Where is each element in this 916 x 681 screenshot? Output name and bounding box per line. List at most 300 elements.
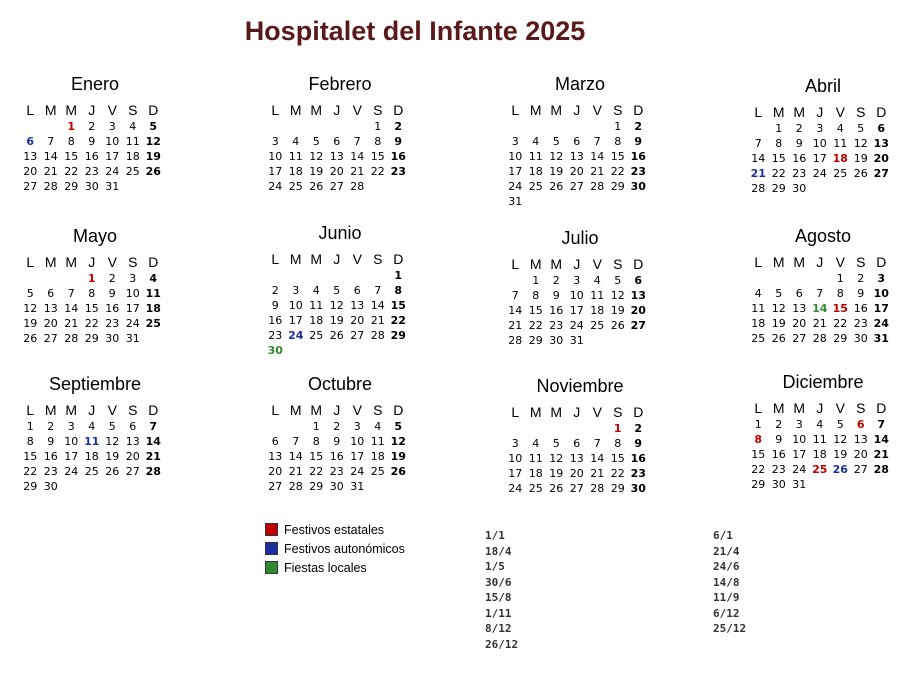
holiday-date: 6/12 — [713, 606, 740, 620]
day-cell: 23 — [43, 465, 58, 478]
day-cell: 29 — [309, 480, 324, 493]
day-cell: 3 — [877, 272, 886, 285]
weekday-header: J — [88, 402, 96, 418]
month-junio — [265, 221, 415, 358]
day-cell: 19 — [145, 150, 161, 163]
day-cell: 13 — [268, 450, 283, 463]
day-cell: 9 — [271, 299, 279, 312]
day-cell: 23 — [792, 167, 807, 180]
day-cell: 19 — [390, 450, 406, 463]
day-cell: 11 — [370, 435, 385, 448]
day-cell: 2 — [634, 422, 643, 435]
day-cell: 5 — [108, 420, 116, 433]
day-cell: 6 — [573, 437, 581, 450]
day-cell: 25 — [528, 482, 543, 495]
day-cell: 27 — [630, 319, 646, 332]
day-cell: 19 — [23, 317, 38, 330]
day-cell: 13 — [23, 150, 38, 163]
day-cell: 10 — [873, 287, 889, 300]
weekday-header: S — [613, 102, 623, 118]
weekday-header: M — [772, 400, 785, 416]
day-cell: 22 — [390, 314, 406, 327]
day-cell: 19 — [309, 165, 324, 178]
holiday-date: 6/1 — [713, 529, 733, 542]
day-cell: 7 — [67, 287, 75, 300]
day-cell: 7 — [47, 135, 55, 148]
day-cell: 21 — [64, 317, 79, 330]
day-cell: 6 — [856, 418, 865, 431]
weekday-header: S — [373, 402, 383, 418]
weekday-header: M — [550, 404, 563, 420]
weekday-header: M — [44, 402, 57, 418]
day-cell: 10 — [812, 137, 827, 150]
weekday-header: J — [573, 102, 581, 118]
weekday-header: V — [592, 404, 602, 420]
weekday-header: M — [44, 254, 57, 270]
holiday-date: 11/9 — [713, 591, 740, 604]
day-cell: 5 — [26, 287, 34, 300]
weekday-header: S — [373, 102, 383, 118]
weekday-header: L — [511, 256, 520, 272]
weekday-header: L — [271, 402, 280, 418]
weekday-header: V — [107, 254, 117, 270]
day-cell: 8 — [775, 137, 783, 150]
weekday-header: V — [592, 256, 602, 272]
day-cell: 30 — [43, 480, 58, 493]
day-cell: 14 — [145, 435, 161, 448]
day-cell: 22 — [771, 167, 786, 180]
day-cell: 27 — [853, 463, 868, 476]
holiday-date: 18/4 — [485, 544, 512, 558]
day-cell: 25 — [751, 332, 766, 345]
day-cell: 27 — [792, 332, 807, 345]
day-cell: 6 — [129, 420, 137, 433]
day-cell: 7 — [816, 287, 824, 300]
day-cell: 26 — [610, 319, 625, 332]
day-cell: 15 — [610, 150, 625, 163]
day-cell: 2 — [394, 120, 403, 133]
holiday-date: 24/6 — [713, 560, 740, 573]
day-cell: 10 — [105, 135, 120, 148]
day-cell: 10 — [268, 150, 283, 163]
day-cell: 4 — [374, 420, 382, 433]
day-cell: 26 — [105, 465, 120, 478]
month-diciembre — [748, 370, 898, 492]
day-cell: 31 — [105, 180, 120, 193]
weekday-header: D — [148, 254, 159, 270]
page-title: Hospitalet del Infante 2025 — [244, 16, 586, 46]
day-cell: 31 — [873, 332, 889, 345]
day-cell: 14 — [751, 152, 766, 165]
day-cell: 23 — [84, 165, 99, 178]
day-cell: 13 — [853, 433, 868, 446]
day-cell: 5 — [857, 122, 865, 135]
day-cell: 4 — [129, 120, 137, 133]
day-cell: 31 — [569, 334, 584, 347]
weekday-header: S — [613, 256, 623, 272]
day-cell: 7 — [593, 135, 601, 148]
day-cell: 4 — [292, 135, 300, 148]
day-cell: 16 — [268, 314, 283, 327]
legend — [265, 520, 405, 577]
day-cell: 31 — [350, 480, 365, 493]
day-cell: 24 — [350, 465, 365, 478]
day-cell: 8 — [754, 433, 763, 446]
day-cell: 29 — [84, 332, 99, 345]
weekday-header: M — [793, 104, 806, 120]
day-cell: 7 — [593, 437, 601, 450]
day-cell: 25 — [833, 167, 848, 180]
day-cell: 2 — [333, 420, 341, 433]
day-cell: 10 — [569, 289, 584, 302]
day-cell: 8 — [532, 289, 540, 302]
weekday-header: D — [148, 402, 159, 418]
holiday-date: 1/5 — [485, 560, 505, 573]
day-cell: 5 — [333, 284, 341, 297]
day-cell: 7 — [374, 284, 382, 297]
day-cell: 27 — [43, 332, 58, 345]
day-cell: 3 — [108, 120, 116, 133]
weekday-header: J — [333, 402, 341, 418]
weekday-header: L — [26, 102, 35, 118]
weekday-header: M — [289, 251, 302, 267]
day-cell: 4 — [88, 420, 96, 433]
weekday-header: D — [633, 256, 644, 272]
day-cell: 14 — [370, 299, 385, 312]
day-cell: 11 — [833, 137, 848, 150]
day-cell: 10 — [792, 433, 807, 446]
weekday-header: M — [550, 256, 563, 272]
day-cell: 25 — [309, 329, 324, 342]
day-cell: 27 — [268, 480, 283, 493]
day-cell: 21 — [590, 467, 605, 480]
day-cell: 18 — [590, 304, 605, 317]
day-cell: 4 — [816, 418, 824, 431]
day-cell: 23 — [853, 317, 868, 330]
day-cell: 22 — [833, 317, 848, 330]
legend-label-local: Fiestas locales — [284, 560, 367, 575]
day-cell: 27 — [23, 180, 38, 193]
month-table — [20, 402, 164, 494]
weekday-header: S — [128, 402, 138, 418]
day-cell: 22 — [528, 319, 543, 332]
weekday-header: L — [26, 402, 35, 418]
day-cell: 3 — [511, 135, 519, 148]
weekday-header: M — [289, 102, 302, 118]
day-cell: 13 — [329, 150, 344, 163]
day-cell: 19 — [771, 317, 786, 330]
month-name: Septiembre — [48, 374, 142, 394]
day-cell: 15 — [64, 150, 79, 163]
day-cell: 12 — [853, 137, 868, 150]
day-cell: 7 — [353, 135, 361, 148]
weekday-header: M — [44, 102, 57, 118]
day-cell: 8 — [394, 284, 403, 297]
green-swatch-icon — [265, 561, 278, 574]
month-octubre — [265, 372, 415, 494]
day-cell: 25 — [590, 319, 605, 332]
day-cell: 28 — [350, 180, 365, 193]
weekday-header: J — [333, 251, 341, 267]
month-marzo — [505, 72, 655, 209]
day-cell: 15 — [528, 304, 543, 317]
weekday-header: L — [754, 400, 763, 416]
month-name: Agosto — [794, 226, 852, 246]
weekday-header: M — [310, 402, 323, 418]
day-cell: 12 — [23, 302, 38, 315]
day-cell: 6 — [634, 274, 643, 287]
day-cell: 1 — [26, 420, 34, 433]
weekday-header: V — [352, 402, 362, 418]
weekday-header: S — [128, 254, 138, 270]
day-cell: 15 — [390, 299, 406, 312]
day-cell: 3 — [816, 122, 824, 135]
day-cell: 26 — [549, 482, 564, 495]
day-cell: 9 — [775, 433, 783, 446]
day-cell: 15 — [832, 302, 848, 315]
day-cell: 14 — [64, 302, 79, 315]
day-cell: 25 — [125, 165, 140, 178]
day-cell: 28 — [64, 332, 79, 345]
day-cell: 7 — [149, 420, 158, 433]
day-cell: 12 — [105, 435, 120, 448]
day-cell: 17 — [812, 152, 827, 165]
day-cell: 25 — [812, 463, 828, 476]
day-cell: 11 — [528, 452, 543, 465]
day-cell: 15 — [23, 450, 38, 463]
day-cell: 26 — [145, 165, 161, 178]
weekday-header: M — [65, 402, 78, 418]
day-cell: 19 — [329, 314, 344, 327]
day-cell: 20 — [350, 314, 365, 327]
day-cell: 13 — [350, 299, 365, 312]
day-cell: 31 — [508, 195, 523, 208]
day-cell: 16 — [390, 150, 406, 163]
weekday-header: V — [835, 104, 845, 120]
day-cell: 27 — [329, 180, 344, 193]
day-cell: 4 — [593, 274, 601, 287]
day-cell: 7 — [754, 137, 762, 150]
day-cell: 2 — [795, 122, 803, 135]
day-cell: 3 — [511, 437, 519, 450]
day-cell: 9 — [857, 287, 865, 300]
month-table — [265, 102, 409, 194]
day-cell: 29 — [64, 180, 79, 193]
day-cell: 11 — [528, 150, 543, 163]
holiday-date: 26/12 — [485, 637, 519, 651]
weekday-header: D — [393, 251, 404, 267]
day-cell: 14 — [812, 302, 828, 315]
weekday-header: M — [289, 402, 302, 418]
legend-item-estatal — [265, 520, 405, 539]
day-cell: 12 — [771, 302, 786, 315]
month-julio — [505, 226, 655, 348]
day-cell: 6 — [333, 135, 341, 148]
day-cell: 9 — [634, 437, 643, 450]
day-cell: 24 — [569, 319, 584, 332]
day-cell: 19 — [853, 152, 868, 165]
day-cell: 21 — [43, 165, 58, 178]
day-cell: 2 — [108, 272, 116, 285]
weekday-header: L — [511, 404, 520, 420]
legend-label-estatal: Festivos estatales — [284, 522, 385, 537]
day-cell: 18 — [145, 302, 161, 315]
day-cell: 7 — [877, 418, 886, 431]
day-cell: 11 — [751, 302, 766, 315]
day-cell: 10 — [288, 299, 303, 312]
holiday-date: 25/12 — [713, 622, 747, 635]
month-table — [505, 102, 649, 209]
day-cell: 5 — [149, 120, 158, 133]
day-cell: 12 — [145, 135, 161, 148]
day-cell: 29 — [528, 334, 543, 347]
day-cell: 24 — [792, 463, 807, 476]
month-table — [748, 254, 892, 346]
weekday-header: M — [772, 104, 785, 120]
month-agosto — [748, 224, 898, 346]
day-cell: 17 — [105, 150, 120, 163]
legend-label-autonomico: Festivos autonómicos — [284, 541, 405, 556]
day-cell: 9 — [108, 287, 116, 300]
day-cell: 27 — [125, 465, 140, 478]
weekday-header: J — [333, 102, 341, 118]
day-cell: 17 — [268, 165, 283, 178]
day-cell: 23 — [630, 165, 646, 178]
day-cell: 1 — [613, 422, 622, 435]
day-cell: 29 — [390, 329, 406, 342]
day-cell: 1 — [532, 274, 540, 287]
day-cell: 17 — [64, 450, 79, 463]
day-cell: 12 — [549, 150, 564, 163]
day-cell: 30 — [853, 332, 868, 345]
day-cell: 29 — [771, 182, 786, 195]
day-cell: 30 — [84, 180, 99, 193]
day-cell: 2 — [634, 120, 643, 133]
day-cell: 31 — [792, 478, 807, 491]
day-cell: 18 — [528, 467, 543, 480]
day-cell: 16 — [630, 150, 646, 163]
weekday-header: D — [148, 102, 159, 118]
day-cell: 14 — [508, 304, 523, 317]
month-septiembre — [20, 372, 170, 494]
day-cell: 14 — [43, 150, 58, 163]
day-cell: 10 — [350, 435, 365, 448]
day-cell: 23 — [105, 317, 120, 330]
day-cell: 24 — [268, 180, 283, 193]
day-cell: 20 — [853, 448, 868, 461]
day-cell: 9 — [795, 137, 803, 150]
month-name: Mayo — [72, 226, 117, 246]
day-cell: 13 — [569, 452, 584, 465]
holiday-dates-list-left — [485, 528, 518, 652]
day-cell: 10 — [125, 287, 140, 300]
day-cell: 1 — [312, 420, 320, 433]
day-cell: 24 — [508, 482, 523, 495]
month-name: Julio — [561, 228, 599, 248]
day-cell: 23 — [268, 329, 283, 342]
day-cell: 29 — [610, 482, 625, 495]
month-name: Octubre — [307, 374, 373, 394]
weekday-header: J — [816, 254, 824, 270]
day-cell: 9 — [47, 435, 55, 448]
day-cell: 15 — [84, 302, 99, 315]
day-cell: 30 — [105, 332, 120, 345]
month-enero — [20, 72, 170, 194]
weekday-header: S — [613, 404, 623, 420]
day-cell: 8 — [374, 135, 382, 148]
month-table — [20, 102, 164, 194]
day-cell: 19 — [549, 467, 564, 480]
day-cell: 21 — [370, 314, 385, 327]
day-cell: 18 — [370, 450, 385, 463]
day-cell: 6 — [47, 287, 55, 300]
weekday-header: L — [26, 254, 35, 270]
day-cell: 9 — [88, 135, 96, 148]
weekday-header: L — [511, 102, 520, 118]
day-cell: 2 — [857, 272, 865, 285]
month-table — [748, 104, 892, 196]
day-cell: 27 — [569, 180, 584, 193]
day-cell: 26 — [832, 463, 848, 476]
day-cell: 30 — [329, 480, 344, 493]
day-cell: 22 — [64, 165, 79, 178]
day-cell: 24 — [812, 167, 827, 180]
day-cell: 22 — [23, 465, 38, 478]
weekday-header: J — [573, 404, 581, 420]
day-cell: 1 — [394, 269, 403, 282]
holiday-dates-list-right — [713, 528, 746, 637]
month-name: Noviembre — [536, 376, 624, 396]
day-cell: 21 — [145, 450, 161, 463]
blue-swatch-icon — [265, 542, 278, 555]
day-cell: 28 — [508, 334, 523, 347]
day-cell: 30 — [792, 182, 807, 195]
day-cell: 17 — [873, 302, 889, 315]
day-cell: 24 — [64, 465, 79, 478]
day-cell: 1 — [775, 122, 783, 135]
day-cell: 25 — [370, 465, 385, 478]
day-cell: 28 — [43, 180, 58, 193]
day-cell: 3 — [795, 418, 803, 431]
day-cell: 4 — [754, 287, 762, 300]
day-cell: 2 — [775, 418, 783, 431]
day-cell: 8 — [614, 437, 622, 450]
day-cell: 6 — [795, 287, 803, 300]
day-cell: 5 — [312, 135, 320, 148]
weekday-header: S — [856, 400, 866, 416]
weekday-header: L — [754, 104, 763, 120]
day-cell: 8 — [836, 287, 844, 300]
day-cell: 12 — [390, 435, 406, 448]
day-cell: 10 — [508, 150, 523, 163]
month-table — [505, 404, 649, 496]
weekday-header: M — [793, 400, 806, 416]
day-cell: 19 — [549, 165, 564, 178]
weekday-header: V — [592, 102, 602, 118]
day-cell: 5 — [775, 287, 783, 300]
month-table — [265, 251, 409, 358]
day-cell: 12 — [329, 299, 344, 312]
day-cell: 25 — [84, 465, 99, 478]
holiday-date: 1/1 — [485, 529, 505, 542]
day-cell: 14 — [873, 433, 889, 446]
day-cell: 14 — [350, 150, 365, 163]
day-cell: 28 — [873, 463, 889, 476]
legend-item-autonomico — [265, 539, 405, 558]
weekday-header: S — [373, 251, 383, 267]
weekday-header: J — [816, 104, 824, 120]
day-cell: 11 — [84, 435, 100, 448]
